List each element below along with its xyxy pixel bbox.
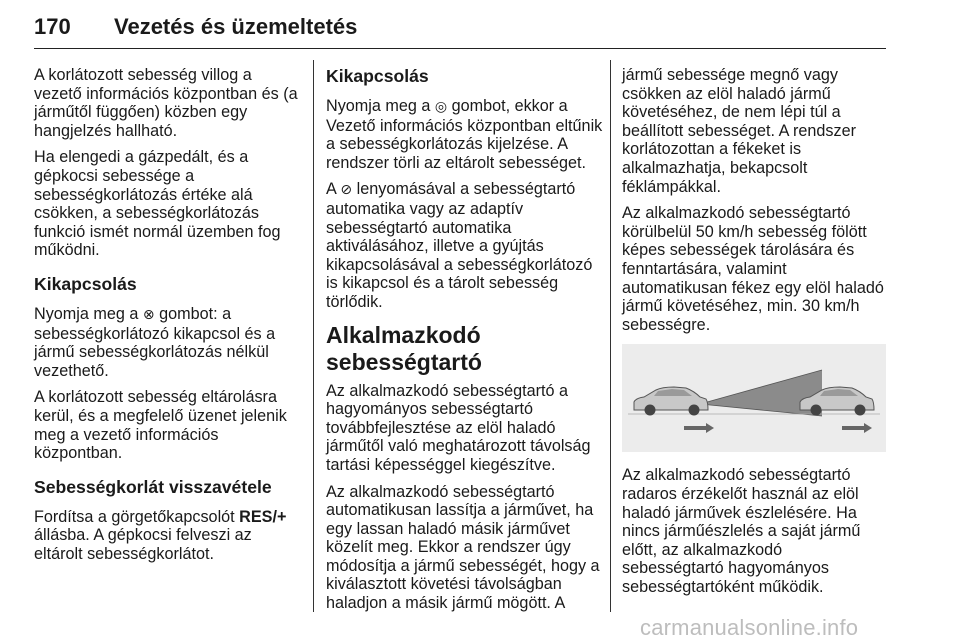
paragraph: Az alkalmazkodó sebességtartó körülbelül 50 km/h sebesség fölött képes sebességek tárolására és fenntartására, valamint automatikusan fékez egy elöl haladó jármű követéséhez, min. 30 km/h sebességre. — [622, 204, 884, 334]
column-left — [34, 66, 300, 571]
paragraph: A korlátozott sebesség eltárolásra kerül, és a megfelelő üzenet jelenik meg a vezető információs központban. — [34, 388, 287, 463]
paragraph: Fordítsa a görgetőkapcsolót RES/+ állásba. A gépkocsi felveszi az eltárolt sebességkorlátot. — [34, 507, 287, 563]
paragraph: A korlátozott sebesség villog a vezető információs központban és (a járműtől függően) közben egy hangjelzés hallható. — [34, 66, 298, 140]
paragraph: Az alkalmazkodó sebességtartó automatikusan lassítja a járművet, ha egy lassan haladó másik járművet közelít meg. Ekkor a rendszer úgy módosítja a jármű sebességét, hogy a kiválasztott követési távolságban haladjon a másik jármű mögött. A — [326, 482, 600, 613]
cancel-icon: ⊗ — [142, 306, 155, 323]
paragraph: Az alkalmazkodó sebességtartó radaros érzékelőt használ az elöl haladó járművek észlelésére. Ha nincs járműészlelés a saját jármű előtt, az alkalmazkodó sebességtartó hagyományos sebességtartóként működik. — [622, 466, 861, 596]
column-middle — [326, 66, 604, 621]
watermark: carmanualsonline.info — [640, 615, 859, 640]
section-heading: Sebességkorlát visszavétele — [34, 476, 272, 497]
speed-limiter-icon: ◎ — [434, 99, 448, 115]
paragraph: Nyomja meg a ⊗ gombot: a sebességkorlátozó kikapcsol és a jármű sebességkorlátozás nélkül vezethető. — [34, 304, 276, 380]
paragraph: Az alkalmazkodó sebességtartó a hagyományos sebességtartó továbbfejlesztése az elöl haladó járműtől való meghatározott távolság tartási képességgel kiegészítve. — [326, 381, 591, 474]
chapter-heading: Alkalmazkodó sebességtartó — [326, 321, 482, 375]
res-plus-label: RES/+ — [239, 507, 287, 526]
paragraph: A ⊘ lenyomásával a sebességtartó automatika vagy az adaptív sebességtartó automatika aktiválásához, illetve a gyújtás kikapcsolásával a sebességkorlátozó is kikapcsol és a tárolt sebesség törlődik. — [326, 180, 593, 311]
page-number: 170 — [34, 14, 71, 39]
page-header — [34, 6, 886, 49]
page-title: Vezetés és üzemeltetés — [114, 14, 358, 39]
column-divider — [313, 60, 314, 612]
column-divider — [610, 60, 611, 612]
cruise-control-icon: ⊘ — [340, 182, 353, 199]
paragraph: jármű sebessége megnő vagy csökken az elöl haladó jármű követéséhez, de nem lépi túl a beállított sebességet. A rendszer korlátozottan a fékeket is alkalmazhatja, bekapcsolt féklámpákkal. — [622, 66, 856, 196]
radar-illustration — [622, 344, 886, 452]
section-heading: Kikapcsolás — [34, 273, 137, 294]
paragraph: Nyomja meg a ◎ gombot, ekkor a Vezető információs központban eltűnik a sebességkorlátozás kijelzése. A rendszer törli az eltárolt sebességet. — [326, 97, 603, 172]
column-right — [622, 66, 888, 604]
paragraph: Ha elengedi a gázpedált, és a gépkocsi sebessége a sebességkorlátozás értéke alá csökken, a sebességkorlátozás funkció ismét normál üzemben fog működni. — [34, 148, 281, 260]
section-heading: Kikapcsolás — [326, 66, 429, 86]
